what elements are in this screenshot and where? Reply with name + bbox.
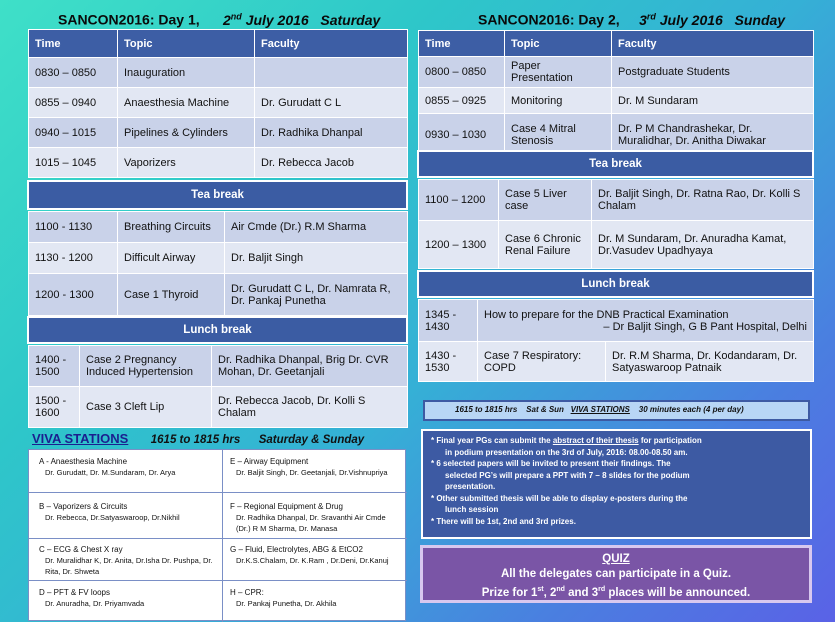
viva-station-title: E – Airway Equipment <box>230 457 309 466</box>
header-faculty: Faculty <box>612 31 814 57</box>
table-row <box>29 387 408 428</box>
viva-bar-note: 30 minutes each (4 per day) <box>638 405 744 414</box>
row-topic: Breathing Circuits <box>118 212 225 243</box>
table-row <box>419 300 814 342</box>
day2-lunch-break: Lunch break <box>417 270 814 298</box>
row-topic: Monitoring <box>505 88 612 114</box>
day2-header-row <box>419 31 814 57</box>
row-time: 1200 – 1300 <box>419 221 499 269</box>
table-row <box>29 243 408 274</box>
day1-header-row <box>29 30 408 58</box>
viva-station-names: Dr.K.S.Chalam, Dr. K.Ram , Dr.Deni, Dr.Kanuj <box>236 556 389 565</box>
day2-date-rest: July 2016 <box>659 11 723 28</box>
row-time: 1430 - 1530 <box>419 342 478 382</box>
viva-station-h <box>224 584 404 612</box>
row-time: 1100 - 1130 <box>29 212 118 243</box>
row-time: 1200 - 1300 <box>29 274 118 316</box>
viva-title: VIVA STATIONS <box>32 431 129 446</box>
viva-station-names: Dr. Radhika Dhanpal, Dr. Sravanthi Air Cmde (Dr.) R M Sharma, Dr. Manasa <box>236 513 386 533</box>
viva-station-title: A - Anaesthesia Machine <box>39 457 128 466</box>
day2-schedule-midday <box>418 179 814 269</box>
note-line: in podium presentation on the 3rd of July, 2016: 08.00-08.50 am. <box>445 447 688 457</box>
row-faculty: Dr. Gurudatt C L <box>255 88 408 118</box>
row-time: 0940 – 1015 <box>29 118 118 148</box>
row-time: 1500 - 1600 <box>29 387 80 428</box>
table-row <box>419 57 814 88</box>
row-time: 0800 – 0850 <box>419 57 505 88</box>
row-faculty: Dr. Baljit Singh, Dr. Ratna Rao, Dr. Kolli S Chalam <box>592 180 814 221</box>
row-faculty: Dr. M Sundaram <box>612 88 814 114</box>
viva-stations-grid <box>28 449 406 621</box>
day2-title <box>478 11 785 28</box>
day1-schedule-midday <box>28 211 408 316</box>
note-line: * There will be 1st, 2nd and 3rd prizes. <box>431 516 576 526</box>
header-topic: Topic <box>505 31 612 57</box>
viva-divider <box>222 450 223 622</box>
viva-station-names: Dr. Gurudatt, Dr. M.Sundaram, Dr. Arya <box>45 468 176 477</box>
day1-weekday: Saturday <box>320 11 381 28</box>
table-row <box>29 148 408 178</box>
row-faculty: Dr. Radhika Dhanpal <box>255 118 408 148</box>
viva-divider <box>29 538 407 539</box>
dnb-session <box>478 300 814 342</box>
quiz-box <box>420 545 812 603</box>
viva-station-c <box>33 541 221 580</box>
quiz-text: places will be announced. <box>605 586 751 599</box>
viva-station-title: C – ECG & Chest X ray <box>39 545 123 554</box>
day1-title-prefix: SANCON2016: Day 1, <box>58 11 200 28</box>
row-faculty: Dr. P M Chandrashekar, Dr. Muralidhar, Dr. Anitha Diwakar <box>612 114 814 156</box>
day1-date-sup: nd <box>230 11 242 21</box>
viva-station-names: Dr. Muralidhar K, Dr. Anita, Dr.Isha Dr. Pushpa, Dr. Rita, Dr. Shweta <box>45 556 213 576</box>
row-time: 0855 – 0940 <box>29 88 118 118</box>
note-underlined: abstract of their thesis <box>552 436 639 445</box>
day2-tea-break: Tea break <box>417 150 814 178</box>
quiz-sup: nd <box>556 586 565 593</box>
table-row <box>419 342 814 382</box>
note-line: lunch session <box>445 505 499 514</box>
day1-date-num: 2 <box>222 11 231 28</box>
quiz-line2 <box>423 582 809 601</box>
header-topic: Topic <box>118 30 255 58</box>
note-line: selected PG’s will prepare a PPT with 7 – 8 slides for the podium <box>445 470 690 480</box>
note-line: presentation. <box>445 482 496 491</box>
day2-schedule-afternoon <box>418 299 814 382</box>
quiz-sup: st <box>537 586 544 593</box>
row-topic: Case 4 Mitral Stenosis <box>505 114 612 156</box>
header-time: Time <box>419 31 505 57</box>
day1-schedule-morning <box>28 29 408 178</box>
day1-schedule-afternoon <box>28 345 408 428</box>
row-faculty: Air Cmde (Dr.) R.M Sharma <box>225 212 408 243</box>
viva-bar-time: 1615 to 1815 hrs <box>455 405 518 414</box>
quiz-line1: All the delegates can participate in a Quiz. <box>500 568 732 580</box>
table-row <box>29 88 408 118</box>
quiz-text: Prize for 1 <box>481 586 538 599</box>
viva-station-title: F – Regional Equipment & Drug <box>230 502 343 511</box>
row-topic: Case 2 Pregnancy Induced Hypertension <box>80 346 212 387</box>
viva-station-b <box>33 498 221 526</box>
table-row <box>419 88 814 114</box>
table-row <box>29 346 408 387</box>
row-time: 1015 – 1045 <box>29 148 118 178</box>
viva-time: 1615 to 1815 hrs <box>150 434 241 446</box>
row-time: 1130 - 1200 <box>29 243 118 274</box>
day1-date <box>223 12 380 28</box>
day1-lunch-break: Lunch break <box>27 316 408 344</box>
row-time: 1400 - 1500 <box>29 346 80 387</box>
viva-divider <box>29 580 407 581</box>
row-faculty: Dr. Rebecca Jacob <box>255 148 408 178</box>
table-row <box>29 274 408 316</box>
day2-weekday: Sunday <box>734 11 786 28</box>
row-faculty: Dr. M Sundaram, Dr. Anuradha Kamat, Dr.Vasudev Upadhyaya <box>592 221 814 269</box>
header-time: Time <box>29 30 118 58</box>
day2-date-sup: rd <box>646 11 656 21</box>
day1-date-rest: July 2016 <box>245 11 309 28</box>
note-text: for participation <box>638 436 702 445</box>
table-row <box>29 118 408 148</box>
viva-station-e <box>224 453 404 481</box>
quiz-sup: rd <box>598 586 606 593</box>
row-topic: Difficult Airway <box>118 243 225 274</box>
table-row <box>419 180 814 221</box>
viva-station-title: B – Vaporizers & Circuits <box>39 502 128 511</box>
quiz-text: and 3 <box>564 586 599 599</box>
table-row <box>29 212 408 243</box>
viva-bar-label: VIVA STATIONS <box>570 405 630 414</box>
row-time: 0830 – 0850 <box>29 58 118 88</box>
viva-station-title: H – CPR: <box>230 588 264 597</box>
row-faculty: Dr. Radhika Dhanpal, Brig Dr. CVR Mohan, Dr. Geetanjali <box>212 346 408 387</box>
row-time: 0930 – 1030 <box>419 114 505 156</box>
viva-days: Saturday & Sunday <box>258 434 365 446</box>
viva-station-title: D – PFT & FV loops <box>39 588 110 597</box>
viva-station-g <box>224 541 404 569</box>
table-row <box>29 58 408 88</box>
day1-tea-break: Tea break <box>27 180 408 210</box>
viva-station-names: Dr. Pankaj Punetha, Dr. Akhila <box>236 599 337 608</box>
row-faculty: Dr. Baljit Singh <box>225 243 408 274</box>
row-time: 0855 – 0925 <box>419 88 505 114</box>
note-line: * 6 selected papers will be invited to present their findings. The <box>431 459 671 468</box>
row-topic: Anaesthesia Machine <box>118 88 255 118</box>
note-line <box>431 435 802 447</box>
day2-date <box>639 12 785 28</box>
row-faculty: Dr. Gurudatt C L, Dr. Namrata R, Dr. Pankaj Punetha <box>225 274 408 316</box>
row-topic: Case 6 Chronic Renal Failure <box>499 221 592 269</box>
viva-heading <box>32 430 364 448</box>
viva-station-f <box>224 498 404 537</box>
row-faculty: Dr. R.M Sharma, Dr. Kodandaram, Dr. Satyaswaroop Patnaik <box>606 342 814 382</box>
row-topic: Case 3 Cleft Lip <box>80 387 212 428</box>
day1-title <box>58 11 380 28</box>
note-line: * Other submitted thesis will be able to display e-posters during the <box>431 493 688 503</box>
row-topic: Inauguration <box>118 58 255 88</box>
table-row <box>419 221 814 269</box>
row-topic: Vaporizers <box>118 148 255 178</box>
viva-divider <box>29 492 407 493</box>
row-faculty: – Dr Baljit Singh, G B Pant Hospital, Delhi <box>603 320 807 333</box>
viva-station-names: Dr. Baljit Singh, Dr. Geetanjali, Dr.Vishnupriya <box>236 468 388 477</box>
viva-station-names: Dr. Rebecca, Dr.Satyaswaroop, Dr.Nikhil <box>45 513 180 522</box>
thesis-notes-box <box>421 429 812 539</box>
viva-info-bar <box>423 400 810 421</box>
viva-station-title: G – Fluid, Electrolytes, ABG & EtCO2 <box>230 545 363 554</box>
viva-station-a <box>33 453 221 481</box>
row-faculty: Postgraduate Students <box>612 57 814 88</box>
row-faculty: Dr. Rebecca Jacob, Dr. Kolli S Chalam <box>212 387 408 428</box>
header-faculty: Faculty <box>255 30 408 58</box>
row-topic: Case 5 Liver case <box>499 180 592 221</box>
viva-station-names: Dr. Anuradha, Dr. Priyamvada <box>45 599 145 608</box>
row-time: 1345 - 1430 <box>419 300 478 342</box>
row-topic: Case 1 Thyroid <box>118 274 225 316</box>
day2-schedule-morning <box>418 30 814 156</box>
note-text: * Final year PGs can submit the <box>431 436 553 445</box>
row-time: 1100 – 1200 <box>419 180 499 221</box>
row-topic: Case 7 Respiratory: COPD <box>478 342 606 382</box>
day2-date-num: 3 <box>639 11 647 28</box>
row-topic: Paper Presentation <box>505 57 612 88</box>
day2-title-prefix: SANCON2016: Day 2, <box>478 11 620 28</box>
row-topic: Pipelines & Cylinders <box>118 118 255 148</box>
row-topic: How to prepare for the DNB Practical Examination <box>484 308 729 321</box>
viva-station-d <box>33 584 221 612</box>
quiz-text: , 2 <box>543 586 557 599</box>
viva-bar-days: Sat & Sun <box>526 405 564 414</box>
row-faculty <box>255 58 408 88</box>
quiz-title: QUIZ <box>602 553 630 565</box>
